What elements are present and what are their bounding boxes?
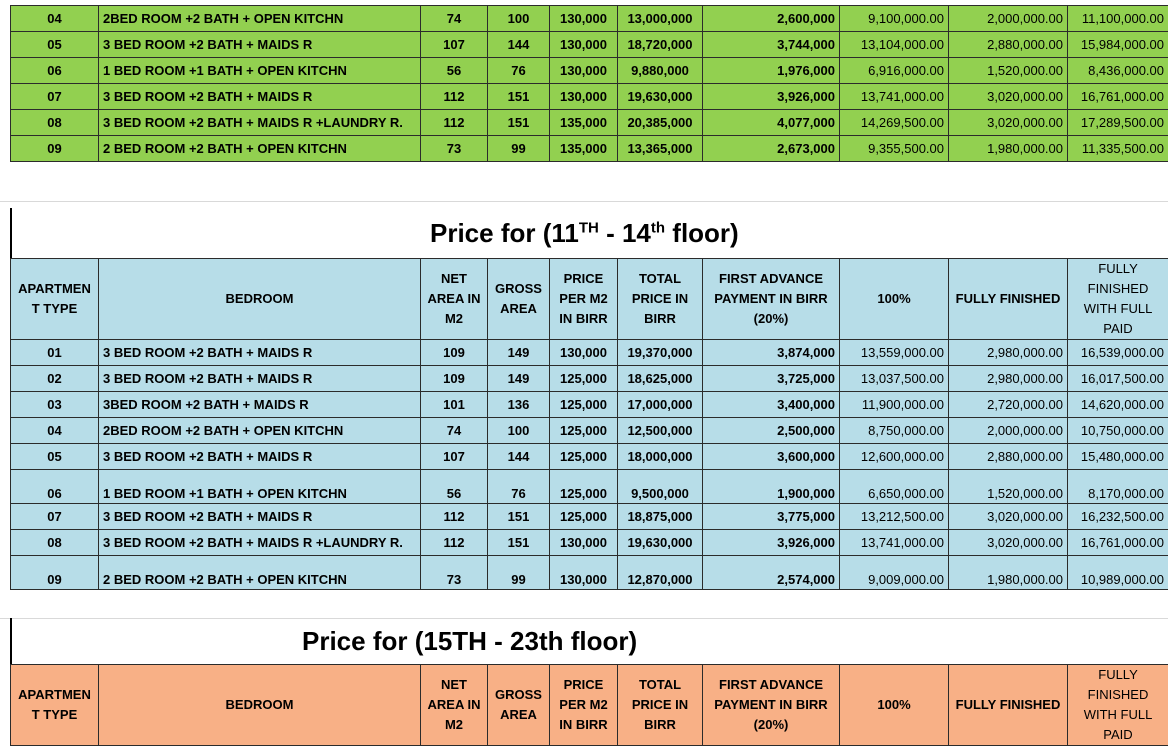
cell-bedroom: 2BED ROOM +2 BATH + OPEN KITCHN bbox=[99, 418, 421, 444]
table-row bbox=[11, 504, 1168, 530]
cell-price-per-m2: 125,000 bbox=[550, 444, 618, 470]
header-fully-finished: FULLY FINISHED bbox=[949, 259, 1068, 340]
cell-fully-finished-paid: 11,335,500.00 bbox=[1068, 136, 1168, 162]
cell-fully-finished: 2,980,000.00 bbox=[949, 340, 1068, 366]
cell-gross-area: 99 bbox=[488, 136, 550, 162]
cell-apt-type: 06 bbox=[11, 470, 99, 504]
cell-bedroom: 3 BED ROOM +2 BATH + MAIDS R +LAUNDRY R. bbox=[99, 110, 421, 136]
cell-first-advance: 1,900,000 bbox=[703, 470, 840, 504]
cell-price-per-m2: 135,000 bbox=[550, 136, 618, 162]
cell-gross-area: 99 bbox=[488, 556, 550, 590]
cell-fully-finished-paid: 10,989,000.00 bbox=[1068, 556, 1168, 590]
cell-bedroom: 3 BED ROOM +2 BATH + MAIDS R +LAUNDRY R. bbox=[99, 530, 421, 556]
table-row bbox=[11, 58, 1168, 84]
cell-gross-area: 144 bbox=[488, 32, 550, 58]
table-header-row bbox=[11, 259, 1168, 340]
cell-price-per-m2: 125,000 bbox=[550, 418, 618, 444]
table-row bbox=[11, 340, 1168, 366]
cell-apt-type: 05 bbox=[11, 32, 99, 58]
cell-apt-type: 09 bbox=[11, 556, 99, 590]
cell-total-price: 19,370,000 bbox=[618, 340, 703, 366]
cell-apt-type: 05 bbox=[11, 444, 99, 470]
cell-price-per-m2: 130,000 bbox=[550, 84, 618, 110]
cell-bedroom: 1 BED ROOM +1 BATH + OPEN KITCHN bbox=[99, 470, 421, 504]
section-title-15-23: Price for (15TH - 23th floor) bbox=[302, 626, 637, 657]
cell-first-advance: 3,725,000 bbox=[703, 366, 840, 392]
cell-total-price: 9,880,000 bbox=[618, 58, 703, 84]
cell-fully-finished: 2,000,000.00 bbox=[949, 6, 1068, 32]
cell-fully-finished-paid: 11,100,000.00 bbox=[1068, 6, 1168, 32]
cell-total-price: 20,385,000 bbox=[618, 110, 703, 136]
header-bedroom: BEDROOM bbox=[99, 259, 421, 340]
cell-price-per-m2: 130,000 bbox=[550, 340, 618, 366]
cell-net-area: 112 bbox=[421, 530, 488, 556]
header-hundred-percent: 100% bbox=[840, 665, 949, 746]
header-price-per-m2: PRICE PER M2 IN BIRR bbox=[550, 665, 618, 746]
cell-fully-finished: 3,020,000.00 bbox=[949, 84, 1068, 110]
cell-first-advance: 2,600,000 bbox=[703, 6, 840, 32]
cell-first-advance: 3,926,000 bbox=[703, 530, 840, 556]
cell-net-area: 73 bbox=[421, 556, 488, 590]
cell-net-area: 56 bbox=[421, 58, 488, 84]
cell-hundred-percent: 14,269,500.00 bbox=[840, 110, 949, 136]
cell-total-price: 18,625,000 bbox=[618, 366, 703, 392]
header-net-area: NET AREA IN M2 bbox=[421, 259, 488, 340]
cell-net-area: 74 bbox=[421, 6, 488, 32]
header-gross-area: GROSS AREA bbox=[488, 665, 550, 746]
header-fully-finished-paid: FULLY FINISHED WITH FULL PAID bbox=[1068, 259, 1168, 340]
cell-gross-area: 149 bbox=[488, 340, 550, 366]
price-table-15-23-floor bbox=[10, 664, 1168, 746]
header-bedroom: BEDROOM bbox=[99, 665, 421, 746]
cell-first-advance: 3,400,000 bbox=[703, 392, 840, 418]
cell-bedroom: 3BED ROOM +2 BATH + MAIDS R bbox=[99, 392, 421, 418]
table-row bbox=[11, 32, 1168, 58]
cell-apt-type: 08 bbox=[11, 530, 99, 556]
cell-fully-finished-paid: 17,289,500.00 bbox=[1068, 110, 1168, 136]
cell-price-per-m2: 130,000 bbox=[550, 530, 618, 556]
cell-total-price: 17,000,000 bbox=[618, 392, 703, 418]
cell-bedroom: 3 BED ROOM +2 BATH + MAIDS R bbox=[99, 504, 421, 530]
cell-hundred-percent: 12,600,000.00 bbox=[840, 444, 949, 470]
cell-net-area: 56 bbox=[421, 470, 488, 504]
header-apt-type: APARTMEN T TYPE bbox=[11, 259, 99, 340]
header-first-advance: FIRST ADVANCE PAYMENT IN BIRR (20%) bbox=[703, 259, 840, 340]
cell-total-price: 18,875,000 bbox=[618, 504, 703, 530]
cell-first-advance: 2,574,000 bbox=[703, 556, 840, 590]
cell-total-price: 13,365,000 bbox=[618, 136, 703, 162]
cell-fully-finished-paid: 15,480,000.00 bbox=[1068, 444, 1168, 470]
section-border bbox=[10, 618, 12, 664]
table-row bbox=[11, 556, 1168, 590]
cell-fully-finished-paid: 16,017,500.00 bbox=[1068, 366, 1168, 392]
cell-gross-area: 144 bbox=[488, 444, 550, 470]
cell-net-area: 107 bbox=[421, 32, 488, 58]
cell-net-area: 109 bbox=[421, 366, 488, 392]
cell-fully-finished: 1,980,000.00 bbox=[949, 556, 1068, 590]
cell-gross-area: 100 bbox=[488, 418, 550, 444]
cell-hundred-percent: 9,009,000.00 bbox=[840, 556, 949, 590]
cell-gross-area: 151 bbox=[488, 110, 550, 136]
cell-first-advance: 4,077,000 bbox=[703, 110, 840, 136]
cell-fully-finished-paid: 16,761,000.00 bbox=[1068, 530, 1168, 556]
cell-net-area: 109 bbox=[421, 340, 488, 366]
cell-apt-type: 02 bbox=[11, 366, 99, 392]
cell-fully-finished-paid: 15,984,000.00 bbox=[1068, 32, 1168, 58]
cell-gross-area: 149 bbox=[488, 366, 550, 392]
header-net-area: NET AREA IN M2 bbox=[421, 665, 488, 746]
cell-fully-finished: 3,020,000.00 bbox=[949, 530, 1068, 556]
cell-apt-type: 06 bbox=[11, 58, 99, 84]
cell-total-price: 9,500,000 bbox=[618, 470, 703, 504]
cell-gross-area: 76 bbox=[488, 58, 550, 84]
table-row bbox=[11, 444, 1168, 470]
cell-hundred-percent: 9,100,000.00 bbox=[840, 6, 949, 32]
header-apt-type: APARTMEN T TYPE bbox=[11, 665, 99, 746]
cell-fully-finished: 1,980,000.00 bbox=[949, 136, 1068, 162]
cell-hundred-percent: 13,741,000.00 bbox=[840, 530, 949, 556]
cell-fully-finished: 1,520,000.00 bbox=[949, 58, 1068, 84]
cell-bedroom: 2 BED ROOM +2 BATH + OPEN KITCHN bbox=[99, 136, 421, 162]
cell-hundred-percent: 13,104,000.00 bbox=[840, 32, 949, 58]
table-row bbox=[11, 418, 1168, 444]
cell-gross-area: 100 bbox=[488, 6, 550, 32]
cell-total-price: 12,870,000 bbox=[618, 556, 703, 590]
cell-first-advance: 2,500,000 bbox=[703, 418, 840, 444]
cell-hundred-percent: 9,355,500.00 bbox=[840, 136, 949, 162]
cell-bedroom: 3 BED ROOM +2 BATH + MAIDS R bbox=[99, 340, 421, 366]
cell-price-per-m2: 135,000 bbox=[550, 110, 618, 136]
cell-apt-type: 09 bbox=[11, 136, 99, 162]
cell-price-per-m2: 125,000 bbox=[550, 470, 618, 504]
cell-fully-finished-paid: 16,539,000.00 bbox=[1068, 340, 1168, 366]
header-fully-finished-paid: FULLY FINISHED WITH FULL PAID bbox=[1068, 665, 1168, 746]
cell-first-advance: 2,673,000 bbox=[703, 136, 840, 162]
cell-net-area: 101 bbox=[421, 392, 488, 418]
cell-price-per-m2: 125,000 bbox=[550, 504, 618, 530]
cell-total-price: 19,630,000 bbox=[618, 530, 703, 556]
cell-gross-area: 151 bbox=[488, 504, 550, 530]
cell-net-area: 112 bbox=[421, 84, 488, 110]
header-price-per-m2: PRICE PER M2 IN BIRR bbox=[550, 259, 618, 340]
table-row bbox=[11, 530, 1168, 556]
cell-apt-type: 07 bbox=[11, 84, 99, 110]
cell-bedroom: 2 BED ROOM +2 BATH + OPEN KITCHN bbox=[99, 556, 421, 590]
cell-fully-finished: 1,520,000.00 bbox=[949, 470, 1068, 504]
cell-price-per-m2: 130,000 bbox=[550, 556, 618, 590]
cell-first-advance: 3,600,000 bbox=[703, 444, 840, 470]
section-title-11-14: Price for (11TH - 14th floor) bbox=[430, 218, 739, 249]
cell-gross-area: 136 bbox=[488, 392, 550, 418]
cell-fully-finished-paid: 16,232,500.00 bbox=[1068, 504, 1168, 530]
section-border bbox=[10, 208, 12, 258]
cell-hundred-percent: 13,212,500.00 bbox=[840, 504, 949, 530]
cell-net-area: 112 bbox=[421, 110, 488, 136]
cell-fully-finished: 3,020,000.00 bbox=[949, 504, 1068, 530]
table-row bbox=[11, 136, 1168, 162]
cell-total-price: 18,000,000 bbox=[618, 444, 703, 470]
cell-bedroom: 2BED ROOM +2 BATH + OPEN KITCHN bbox=[99, 6, 421, 32]
cell-first-advance: 3,775,000 bbox=[703, 504, 840, 530]
cell-price-per-m2: 130,000 bbox=[550, 6, 618, 32]
cell-gross-area: 151 bbox=[488, 530, 550, 556]
cell-first-advance: 3,926,000 bbox=[703, 84, 840, 110]
cell-net-area: 74 bbox=[421, 418, 488, 444]
header-hundred-percent: 100% bbox=[840, 259, 949, 340]
cell-fully-finished: 2,000,000.00 bbox=[949, 418, 1068, 444]
cell-bedroom: 3 BED ROOM +2 BATH + MAIDS R bbox=[99, 444, 421, 470]
header-first-advance: FIRST ADVANCE PAYMENT IN BIRR (20%) bbox=[703, 665, 840, 746]
price-table-11-14-floor bbox=[10, 258, 1168, 590]
cell-total-price: 18,720,000 bbox=[618, 32, 703, 58]
cell-apt-type: 08 bbox=[11, 110, 99, 136]
cell-first-advance: 3,744,000 bbox=[703, 32, 840, 58]
table-row bbox=[11, 392, 1168, 418]
empty-grid-row bbox=[0, 592, 1168, 619]
cell-hundred-percent: 6,916,000.00 bbox=[840, 58, 949, 84]
cell-bedroom: 1 BED ROOM +1 BATH + OPEN KITCHN bbox=[99, 58, 421, 84]
cell-net-area: 107 bbox=[421, 444, 488, 470]
cell-net-area: 73 bbox=[421, 136, 488, 162]
cell-apt-type: 04 bbox=[11, 418, 99, 444]
cell-total-price: 13,000,000 bbox=[618, 6, 703, 32]
cell-price-per-m2: 130,000 bbox=[550, 58, 618, 84]
cell-apt-type: 01 bbox=[11, 340, 99, 366]
cell-fully-finished: 2,880,000.00 bbox=[949, 444, 1068, 470]
cell-fully-finished-paid: 10,750,000.00 bbox=[1068, 418, 1168, 444]
cell-fully-finished: 2,720,000.00 bbox=[949, 392, 1068, 418]
cell-bedroom: 3 BED ROOM +2 BATH + MAIDS R bbox=[99, 366, 421, 392]
table-row bbox=[11, 470, 1168, 504]
cell-hundred-percent: 13,559,000.00 bbox=[840, 340, 949, 366]
cell-price-per-m2: 125,000 bbox=[550, 392, 618, 418]
cell-gross-area: 151 bbox=[488, 84, 550, 110]
cell-gross-area: 76 bbox=[488, 470, 550, 504]
cell-bedroom: 3 BED ROOM +2 BATH + MAIDS R bbox=[99, 32, 421, 58]
table-row bbox=[11, 366, 1168, 392]
cell-bedroom: 3 BED ROOM +2 BATH + MAIDS R bbox=[99, 84, 421, 110]
cell-first-advance: 3,874,000 bbox=[703, 340, 840, 366]
cell-price-per-m2: 130,000 bbox=[550, 32, 618, 58]
cell-fully-finished: 2,980,000.00 bbox=[949, 366, 1068, 392]
table-header-row bbox=[11, 665, 1168, 746]
table-row bbox=[11, 84, 1168, 110]
empty-grid-row bbox=[0, 167, 1168, 202]
cell-fully-finished: 3,020,000.00 bbox=[949, 110, 1068, 136]
cell-hundred-percent: 6,650,000.00 bbox=[840, 470, 949, 504]
header-gross-area: GROSS AREA bbox=[488, 259, 550, 340]
cell-net-area: 112 bbox=[421, 504, 488, 530]
cell-fully-finished-paid: 8,170,000.00 bbox=[1068, 470, 1168, 504]
cell-total-price: 19,630,000 bbox=[618, 84, 703, 110]
cell-fully-finished: 2,880,000.00 bbox=[949, 32, 1068, 58]
table-row bbox=[11, 110, 1168, 136]
cell-price-per-m2: 125,000 bbox=[550, 366, 618, 392]
cell-hundred-percent: 13,037,500.00 bbox=[840, 366, 949, 392]
cell-hundred-percent: 11,900,000.00 bbox=[840, 392, 949, 418]
cell-apt-type: 03 bbox=[11, 392, 99, 418]
cell-hundred-percent: 8,750,000.00 bbox=[840, 418, 949, 444]
cell-apt-type: 07 bbox=[11, 504, 99, 530]
price-table-lower-floors bbox=[10, 5, 1168, 162]
cell-total-price: 12,500,000 bbox=[618, 418, 703, 444]
cell-fully-finished-paid: 16,761,000.00 bbox=[1068, 84, 1168, 110]
cell-first-advance: 1,976,000 bbox=[703, 58, 840, 84]
cell-fully-finished-paid: 8,436,000.00 bbox=[1068, 58, 1168, 84]
table-row bbox=[11, 6, 1168, 32]
cell-hundred-percent: 13,741,000.00 bbox=[840, 84, 949, 110]
cell-fully-finished-paid: 14,620,000.00 bbox=[1068, 392, 1168, 418]
header-total-price: TOTAL PRICE IN BIRR bbox=[618, 259, 703, 340]
cell-apt-type: 04 bbox=[11, 6, 99, 32]
header-total-price: TOTAL PRICE IN BIRR bbox=[618, 665, 703, 746]
header-fully-finished: FULLY FINISHED bbox=[949, 665, 1068, 746]
